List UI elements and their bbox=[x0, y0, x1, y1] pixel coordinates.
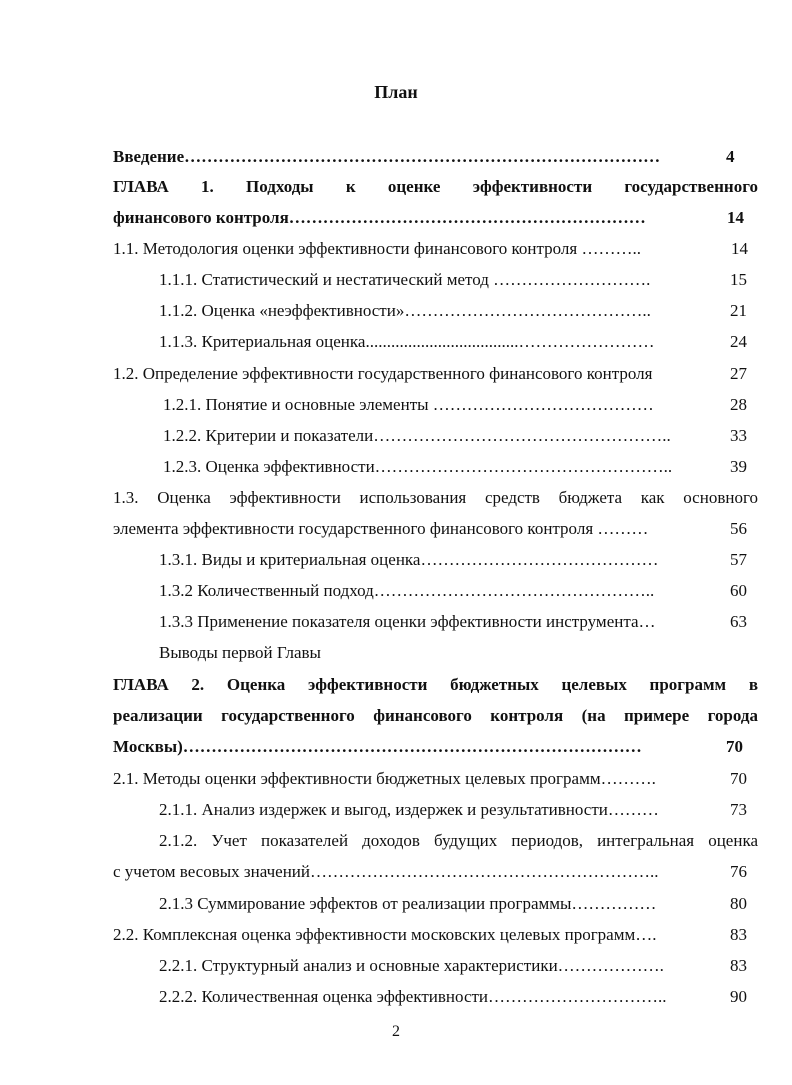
toc-page-number: 39 bbox=[730, 457, 747, 476]
toc-entry-1-2-3 bbox=[163, 455, 758, 479]
toc-entry-text: 1.2.3. Оценка эффективности…………………………………………….. bbox=[163, 457, 673, 476]
toc-entry-text: элемента эффективности государственного финансового контроля ……… bbox=[113, 519, 649, 538]
toc-entry-1-1-1 bbox=[159, 268, 758, 292]
toc-page-number: 70 bbox=[730, 769, 747, 788]
toc-page-number: 76 bbox=[730, 862, 747, 881]
toc-entry-2-1-3 bbox=[159, 892, 758, 916]
page-number: 2 bbox=[392, 1023, 400, 1040]
toc-page-number: 83 bbox=[730, 925, 747, 944]
toc-page-number: 63 bbox=[730, 612, 747, 631]
toc-entry-2-1-1 bbox=[159, 798, 758, 822]
toc-entry-text: Введение………………………………………………………………………… bbox=[113, 147, 661, 166]
toc-entry-text: 2.1.1. Анализ издержек и выгод, издержек и результативности……… bbox=[159, 800, 659, 819]
toc-entry-text: 1.1.3. Критериальная оценка....................................…………………… bbox=[159, 332, 655, 351]
toc-entry-text: 2.1. Методы оценки эффективности бюджетных целевых программ………. bbox=[113, 769, 656, 788]
toc-entry-text: Москвы)……………………………………………………………………… bbox=[113, 737, 642, 756]
toc-page-number: 21 bbox=[730, 301, 747, 320]
toc-entry-2-2-1 bbox=[159, 954, 758, 978]
toc-page-number: 83 bbox=[730, 956, 747, 975]
toc-page-number: 4 bbox=[726, 147, 735, 166]
toc-entry-text: 2.1.3 Суммирование эффектов от реализации программы…………… bbox=[159, 894, 657, 913]
toc-page-number: 14 bbox=[731, 239, 748, 258]
toc-entry-chapter-1-line2 bbox=[113, 206, 758, 230]
toc-page-number: 56 bbox=[730, 519, 747, 538]
toc-entry-text: 1.1. Методология оценки эффективности финансового контроля ……….. bbox=[113, 239, 641, 258]
toc-page-number: 70 bbox=[726, 737, 743, 756]
toc-entry-text: 2.2.2. Количественная оценка эффективности………………………….. bbox=[159, 987, 667, 1006]
toc-page-number: 14 bbox=[727, 208, 744, 227]
toc-page-number: 60 bbox=[730, 581, 747, 600]
toc-entry-conclusion-1 bbox=[159, 641, 758, 665]
toc-entry-1-2-2 bbox=[163, 424, 758, 448]
toc-entry-2-1-2-line2 bbox=[113, 860, 758, 884]
toc-entry-1-2-1 bbox=[163, 393, 758, 417]
toc-entry-text: с учетом весовых значений…………………………………………………….. bbox=[113, 862, 659, 881]
toc-entry-text: 1.1.2. Оценка «неэффективности»…………………………………….. bbox=[159, 301, 651, 320]
toc-page-number: 57 bbox=[730, 550, 747, 569]
toc-page-number: 90 bbox=[730, 987, 747, 1006]
toc-entry-1-3-line1: 1.3. Оценка эффективности использования средств бюджета как основного bbox=[113, 488, 758, 507]
toc-page-number: 15 bbox=[730, 270, 747, 289]
toc-entry-1-1-3 bbox=[159, 330, 758, 354]
toc-entry-chapter-2-line1: ГЛАВА 2. Оценка эффективности бюджетных целевых программ в bbox=[113, 675, 758, 694]
toc-entry-chapter-2-line2: реализации государственного финансового контроля (на примере города bbox=[113, 706, 758, 725]
toc-entry-1-3-2 bbox=[159, 579, 758, 603]
toc-entry-intro bbox=[113, 145, 758, 169]
toc-page-number: 24 bbox=[730, 332, 747, 351]
page-title: План bbox=[374, 82, 418, 102]
toc-page-number: 27 bbox=[730, 364, 747, 383]
toc-entry-text: 2.2.1. Структурный анализ и основные характеристики………………. bbox=[159, 956, 664, 975]
toc-entry-text: 1.2. Определение эффективности государственного финансового контроля bbox=[113, 364, 653, 383]
toc-entry-2-1-2-line1: 2.1.2. Учет показателей доходов будущих периодов, интегральная оценка bbox=[159, 831, 758, 850]
toc-entry-text: 1.2.1. Понятие и основные элементы ………………………………… bbox=[163, 395, 654, 414]
toc-entry-text: финансового контроля……………………………………………………… bbox=[113, 208, 646, 227]
toc-page-number: 33 bbox=[730, 426, 747, 445]
toc-entry-text: 1.1.1. Статистический и нестатический метод ………………………. bbox=[159, 270, 651, 289]
toc-entry-text: 1.2.2. Критерии и показатели…………………………………………….. bbox=[163, 426, 671, 445]
toc-page-number: 73 bbox=[730, 800, 747, 819]
toc-entry-1-1-2 bbox=[159, 299, 758, 323]
toc-entry-1-1 bbox=[113, 237, 758, 261]
toc-entry-chapter-2-line3 bbox=[113, 735, 758, 759]
toc-entry-text: 1.3.1. Виды и критериальная оценка…………………………………… bbox=[159, 550, 659, 569]
toc-entry-text: Выводы первой Главы bbox=[159, 643, 321, 662]
toc-entry-text: 1.3.2 Количественный подход………………………………………….. bbox=[159, 581, 655, 600]
toc-entry-1-3-3 bbox=[159, 610, 758, 634]
toc-entry-text: 1.3.3 Применение показателя оценки эффективности инструмента… bbox=[159, 612, 656, 631]
toc-entry-2-2 bbox=[113, 923, 758, 947]
toc-entry-2-2-2 bbox=[159, 985, 758, 1009]
toc-entry-2-1 bbox=[113, 767, 758, 791]
toc-entry-chapter-1-line1: ГЛАВА 1. Подходы к оценке эффективности государственного bbox=[113, 177, 758, 196]
toc-page-number: 28 bbox=[730, 395, 747, 414]
toc-entry-1-3-1 bbox=[159, 548, 758, 572]
toc-entry-1-2 bbox=[113, 362, 758, 386]
toc-entry-1-3-line2 bbox=[113, 517, 758, 541]
toc-page-number: 80 bbox=[730, 894, 747, 913]
toc-entry-text: 2.2. Комплексная оценка эффективности московских целевых программ…. bbox=[113, 925, 657, 944]
